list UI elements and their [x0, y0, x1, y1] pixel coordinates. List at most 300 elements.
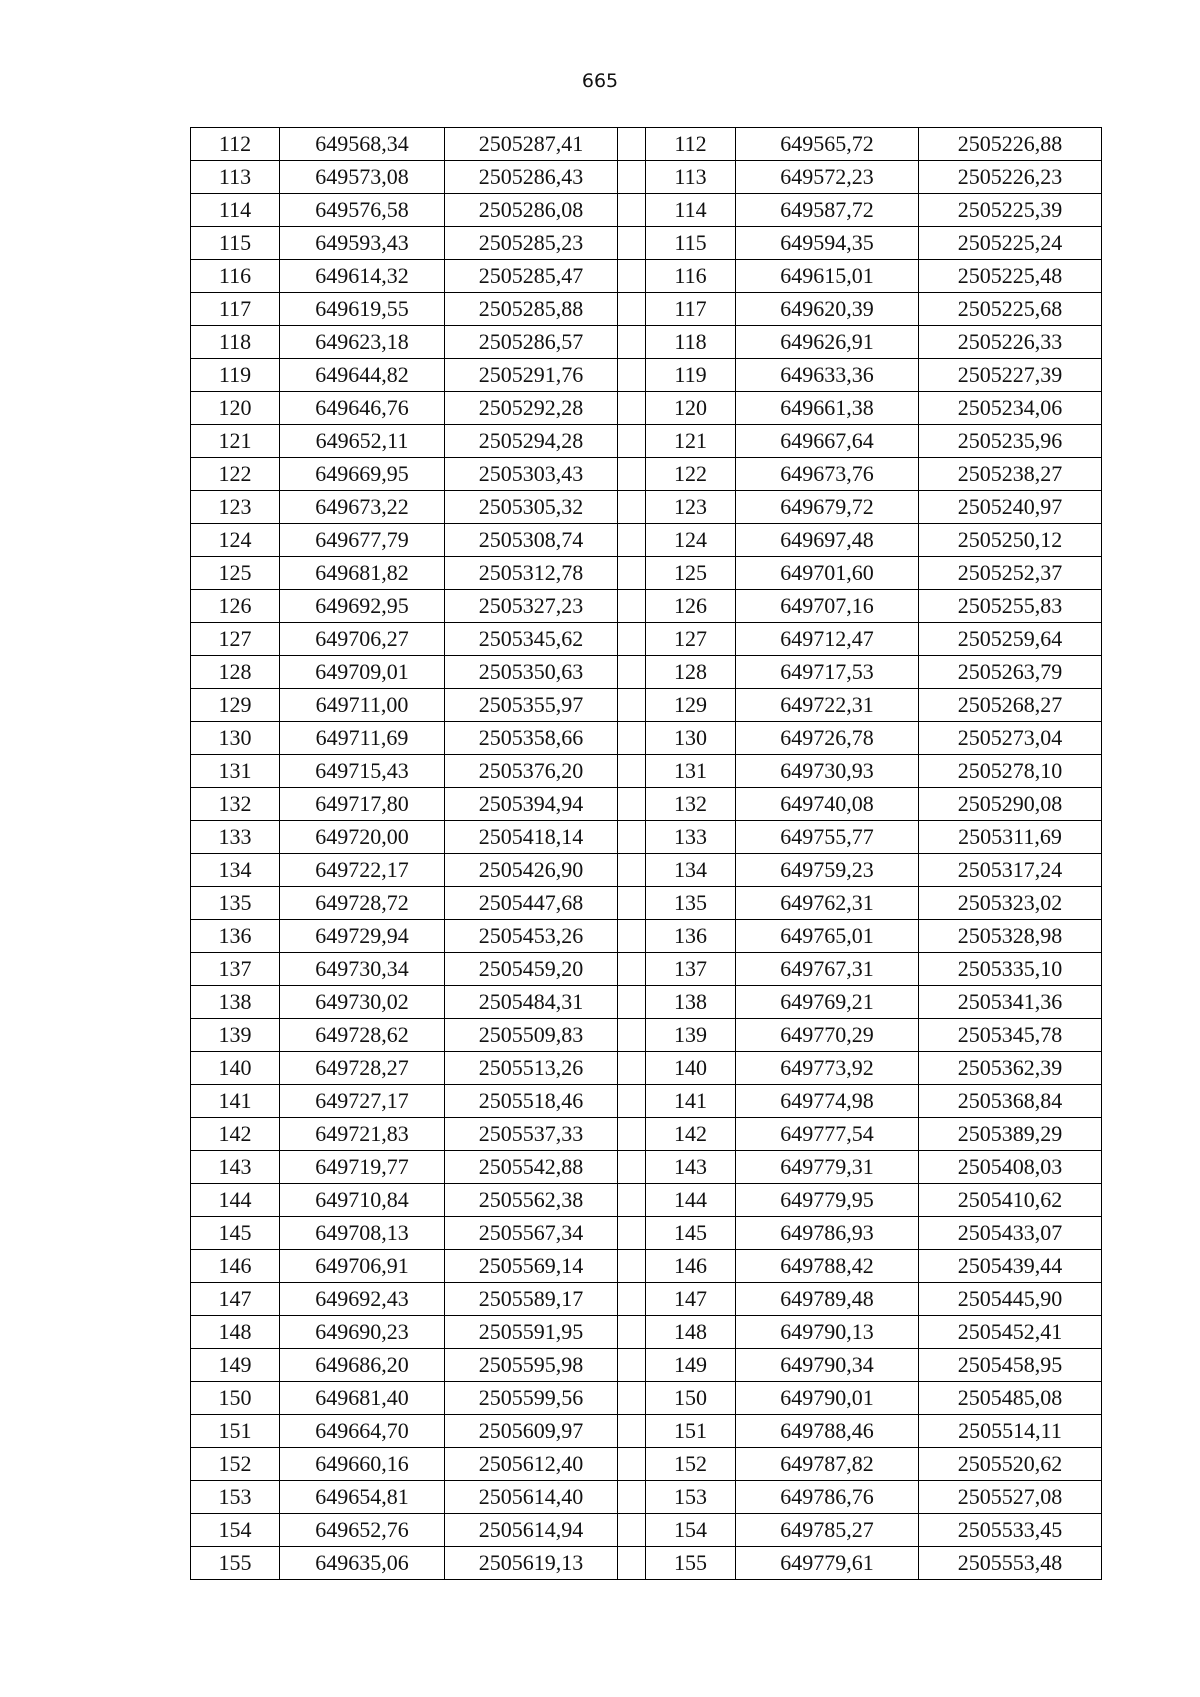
- empty-cell: [618, 524, 646, 557]
- empty-cell: [618, 425, 646, 458]
- x-coordinate-cell: 649711,00: [280, 689, 445, 722]
- point-number-cell: 147: [191, 1283, 280, 1316]
- table-row: [191, 425, 1102, 458]
- y-coordinate-cell: 2505358,66: [445, 722, 618, 755]
- x-coordinate-cell: 649729,94: [280, 920, 445, 953]
- point-number-cell: 127: [191, 623, 280, 656]
- x-coordinate-cell: 649755,77: [736, 821, 919, 854]
- x-coordinate-cell: 649692,43: [280, 1283, 445, 1316]
- table-row: [191, 953, 1102, 986]
- x-coordinate-cell: 649667,64: [736, 425, 919, 458]
- point-number-cell: 125: [646, 557, 736, 590]
- point-number-cell: 133: [646, 821, 736, 854]
- point-number-cell: 128: [646, 656, 736, 689]
- point-number-cell: 145: [191, 1217, 280, 1250]
- table-row: [191, 491, 1102, 524]
- x-coordinate-cell: 649673,76: [736, 458, 919, 491]
- y-coordinate-cell: 2505292,28: [445, 392, 618, 425]
- point-number-cell: 139: [191, 1019, 280, 1052]
- point-number-cell: 139: [646, 1019, 736, 1052]
- empty-cell: [618, 194, 646, 227]
- table-row: [191, 359, 1102, 392]
- y-coordinate-cell: 2505255,83: [919, 590, 1102, 623]
- y-coordinate-cell: 2505323,02: [919, 887, 1102, 920]
- point-number-cell: 116: [191, 260, 280, 293]
- point-number-cell: 122: [191, 458, 280, 491]
- y-coordinate-cell: 2505227,39: [919, 359, 1102, 392]
- empty-cell: [618, 821, 646, 854]
- x-coordinate-cell: 649790,01: [736, 1382, 919, 1415]
- y-coordinate-cell: 2505225,39: [919, 194, 1102, 227]
- y-coordinate-cell: 2505362,39: [919, 1052, 1102, 1085]
- x-coordinate-cell: 649721,83: [280, 1118, 445, 1151]
- point-number-cell: 144: [191, 1184, 280, 1217]
- x-coordinate-cell: 649572,23: [736, 161, 919, 194]
- empty-cell: [618, 1085, 646, 1118]
- point-number-cell: 151: [191, 1415, 280, 1448]
- point-number-cell: 141: [191, 1085, 280, 1118]
- point-number-cell: 132: [191, 788, 280, 821]
- empty-cell: [618, 689, 646, 722]
- point-number-cell: 154: [646, 1514, 736, 1547]
- point-number-cell: 131: [191, 755, 280, 788]
- point-number-cell: 129: [646, 689, 736, 722]
- x-coordinate-cell: 649633,36: [736, 359, 919, 392]
- point-number-cell: 130: [191, 722, 280, 755]
- x-coordinate-cell: 649759,23: [736, 854, 919, 887]
- y-coordinate-cell: 2505226,33: [919, 326, 1102, 359]
- table-row: [191, 1382, 1102, 1415]
- empty-cell: [618, 1316, 646, 1349]
- point-number-cell: 133: [191, 821, 280, 854]
- table-row: [191, 1547, 1102, 1580]
- point-number-cell: 147: [646, 1283, 736, 1316]
- table-row: [191, 1415, 1102, 1448]
- table-row: [191, 1184, 1102, 1217]
- point-number-cell: 116: [646, 260, 736, 293]
- y-coordinate-cell: 2505439,44: [919, 1250, 1102, 1283]
- y-coordinate-cell: 2505410,62: [919, 1184, 1102, 1217]
- y-coordinate-cell: 2505235,96: [919, 425, 1102, 458]
- point-number-cell: 148: [191, 1316, 280, 1349]
- x-coordinate-cell: 649770,29: [736, 1019, 919, 1052]
- empty-cell: [618, 1547, 646, 1580]
- point-number-cell: 155: [646, 1547, 736, 1580]
- empty-cell: [618, 1481, 646, 1514]
- table-row: [191, 194, 1102, 227]
- y-coordinate-cell: 2505453,26: [445, 920, 618, 953]
- empty-cell: [618, 161, 646, 194]
- y-coordinate-cell: 2505240,97: [919, 491, 1102, 524]
- y-coordinate-cell: 2505537,33: [445, 1118, 618, 1151]
- y-coordinate-cell: 2505569,14: [445, 1250, 618, 1283]
- y-coordinate-cell: 2505238,27: [919, 458, 1102, 491]
- empty-cell: [618, 788, 646, 821]
- point-number-cell: 149: [646, 1349, 736, 1382]
- x-coordinate-cell: 649773,92: [736, 1052, 919, 1085]
- y-coordinate-cell: 2505286,08: [445, 194, 618, 227]
- x-coordinate-cell: 649762,31: [736, 887, 919, 920]
- x-coordinate-cell: 649786,76: [736, 1481, 919, 1514]
- y-coordinate-cell: 2505350,63: [445, 656, 618, 689]
- point-number-cell: 114: [191, 194, 280, 227]
- y-coordinate-cell: 2505426,90: [445, 854, 618, 887]
- y-coordinate-cell: 2505445,90: [919, 1283, 1102, 1316]
- coordinates-table: [190, 127, 1102, 1580]
- table-row: [191, 986, 1102, 1019]
- x-coordinate-cell: 649620,39: [736, 293, 919, 326]
- x-coordinate-cell: 649652,76: [280, 1514, 445, 1547]
- table-row: [191, 161, 1102, 194]
- x-coordinate-cell: 649664,70: [280, 1415, 445, 1448]
- x-coordinate-cell: 649652,11: [280, 425, 445, 458]
- point-number-cell: 112: [191, 128, 280, 161]
- point-number-cell: 128: [191, 656, 280, 689]
- table-row: [191, 1118, 1102, 1151]
- x-coordinate-cell: 649681,40: [280, 1382, 445, 1415]
- x-coordinate-cell: 649715,43: [280, 755, 445, 788]
- x-coordinate-cell: 649722,17: [280, 854, 445, 887]
- x-coordinate-cell: 649701,60: [736, 557, 919, 590]
- y-coordinate-cell: 2505263,79: [919, 656, 1102, 689]
- point-number-cell: 119: [646, 359, 736, 392]
- x-coordinate-cell: 649646,76: [280, 392, 445, 425]
- point-number-cell: 136: [646, 920, 736, 953]
- table-row: [191, 227, 1102, 260]
- x-coordinate-cell: 649720,00: [280, 821, 445, 854]
- point-number-cell: 120: [646, 392, 736, 425]
- y-coordinate-cell: 2505394,94: [445, 788, 618, 821]
- x-coordinate-cell: 649654,81: [280, 1481, 445, 1514]
- empty-cell: [618, 1514, 646, 1547]
- y-coordinate-cell: 2505303,43: [445, 458, 618, 491]
- table-row: [191, 1349, 1102, 1382]
- empty-cell: [618, 326, 646, 359]
- y-coordinate-cell: 2505418,14: [445, 821, 618, 854]
- table-row: [191, 623, 1102, 656]
- x-coordinate-cell: 649679,72: [736, 491, 919, 524]
- x-coordinate-cell: 649717,53: [736, 656, 919, 689]
- x-coordinate-cell: 649779,61: [736, 1547, 919, 1580]
- y-coordinate-cell: 2505609,97: [445, 1415, 618, 1448]
- point-number-cell: 132: [646, 788, 736, 821]
- empty-cell: [618, 1184, 646, 1217]
- y-coordinate-cell: 2505285,88: [445, 293, 618, 326]
- x-coordinate-cell: 649717,80: [280, 788, 445, 821]
- y-coordinate-cell: 2505612,40: [445, 1448, 618, 1481]
- x-coordinate-cell: 649623,18: [280, 326, 445, 359]
- table-row: [191, 821, 1102, 854]
- x-coordinate-cell: 649769,21: [736, 986, 919, 1019]
- point-number-cell: 143: [191, 1151, 280, 1184]
- table-row: [191, 1019, 1102, 1052]
- y-coordinate-cell: 2505567,34: [445, 1217, 618, 1250]
- empty-cell: [618, 392, 646, 425]
- point-number-cell: 154: [191, 1514, 280, 1547]
- point-number-cell: 129: [191, 689, 280, 722]
- x-coordinate-cell: 649707,16: [736, 590, 919, 623]
- point-number-cell: 136: [191, 920, 280, 953]
- y-coordinate-cell: 2505278,10: [919, 755, 1102, 788]
- empty-cell: [618, 260, 646, 293]
- y-coordinate-cell: 2505433,07: [919, 1217, 1102, 1250]
- y-coordinate-cell: 2505447,68: [445, 887, 618, 920]
- point-number-cell: 121: [646, 425, 736, 458]
- empty-cell: [618, 590, 646, 623]
- empty-cell: [618, 1349, 646, 1382]
- empty-cell: [618, 755, 646, 788]
- point-number-cell: 143: [646, 1151, 736, 1184]
- x-coordinate-cell: 649615,01: [736, 260, 919, 293]
- table-row: [191, 1151, 1102, 1184]
- x-coordinate-cell: 649788,46: [736, 1415, 919, 1448]
- y-coordinate-cell: 2505562,38: [445, 1184, 618, 1217]
- point-number-cell: 121: [191, 425, 280, 458]
- empty-cell: [618, 128, 646, 161]
- table-row: [191, 293, 1102, 326]
- table-row: [191, 1052, 1102, 1085]
- point-number-cell: 150: [646, 1382, 736, 1415]
- y-coordinate-cell: 2505513,26: [445, 1052, 618, 1085]
- y-coordinate-cell: 2505589,17: [445, 1283, 618, 1316]
- y-coordinate-cell: 2505294,28: [445, 425, 618, 458]
- y-coordinate-cell: 2505341,36: [919, 986, 1102, 1019]
- table-row: [191, 557, 1102, 590]
- y-coordinate-cell: 2505285,23: [445, 227, 618, 260]
- y-coordinate-cell: 2505285,47: [445, 260, 618, 293]
- y-coordinate-cell: 2505311,69: [919, 821, 1102, 854]
- point-number-cell: 135: [646, 887, 736, 920]
- y-coordinate-cell: 2505619,13: [445, 1547, 618, 1580]
- x-coordinate-cell: 649708,13: [280, 1217, 445, 1250]
- y-coordinate-cell: 2505250,12: [919, 524, 1102, 557]
- point-number-cell: 119: [191, 359, 280, 392]
- empty-cell: [618, 557, 646, 590]
- x-coordinate-cell: 649673,22: [280, 491, 445, 524]
- point-number-cell: 130: [646, 722, 736, 755]
- table-row: [191, 689, 1102, 722]
- table-row: [191, 1514, 1102, 1547]
- table-row: [191, 920, 1102, 953]
- x-coordinate-cell: 649712,47: [736, 623, 919, 656]
- empty-cell: [618, 1151, 646, 1184]
- x-coordinate-cell: 649790,34: [736, 1349, 919, 1382]
- empty-cell: [618, 986, 646, 1019]
- y-coordinate-cell: 2505268,27: [919, 689, 1102, 722]
- table-row: [191, 854, 1102, 887]
- y-coordinate-cell: 2505595,98: [445, 1349, 618, 1382]
- point-number-cell: 122: [646, 458, 736, 491]
- y-coordinate-cell: 2505308,74: [445, 524, 618, 557]
- point-number-cell: 124: [191, 524, 280, 557]
- y-coordinate-cell: 2505335,10: [919, 953, 1102, 986]
- x-coordinate-cell: 649644,82: [280, 359, 445, 392]
- y-coordinate-cell: 2505459,20: [445, 953, 618, 986]
- x-coordinate-cell: 649774,98: [736, 1085, 919, 1118]
- point-number-cell: 153: [191, 1481, 280, 1514]
- x-coordinate-cell: 649740,08: [736, 788, 919, 821]
- point-number-cell: 151: [646, 1415, 736, 1448]
- x-coordinate-cell: 649777,54: [736, 1118, 919, 1151]
- y-coordinate-cell: 2505520,62: [919, 1448, 1102, 1481]
- empty-cell: [618, 227, 646, 260]
- point-number-cell: 137: [191, 953, 280, 986]
- x-coordinate-cell: 649677,79: [280, 524, 445, 557]
- point-number-cell: 117: [191, 293, 280, 326]
- y-coordinate-cell: 2505225,24: [919, 227, 1102, 260]
- x-coordinate-cell: 649728,62: [280, 1019, 445, 1052]
- point-number-cell: 134: [191, 854, 280, 887]
- point-number-cell: 138: [646, 986, 736, 1019]
- y-coordinate-cell: 2505345,78: [919, 1019, 1102, 1052]
- table-row: [191, 656, 1102, 689]
- x-coordinate-cell: 649727,17: [280, 1085, 445, 1118]
- x-coordinate-cell: 649710,84: [280, 1184, 445, 1217]
- y-coordinate-cell: 2505286,57: [445, 326, 618, 359]
- y-coordinate-cell: 2505225,48: [919, 260, 1102, 293]
- x-coordinate-cell: 649576,58: [280, 194, 445, 227]
- table-row: [191, 1448, 1102, 1481]
- empty-cell: [618, 1448, 646, 1481]
- table-row: [191, 260, 1102, 293]
- x-coordinate-cell: 649626,91: [736, 326, 919, 359]
- point-number-cell: 152: [646, 1448, 736, 1481]
- x-coordinate-cell: 649728,72: [280, 887, 445, 920]
- point-number-cell: 120: [191, 392, 280, 425]
- x-coordinate-cell: 649728,27: [280, 1052, 445, 1085]
- x-coordinate-cell: 649730,93: [736, 755, 919, 788]
- table-row: [191, 326, 1102, 359]
- point-number-cell: 149: [191, 1349, 280, 1382]
- x-coordinate-cell: 649614,32: [280, 260, 445, 293]
- y-coordinate-cell: 2505286,43: [445, 161, 618, 194]
- point-number-cell: 117: [646, 293, 736, 326]
- y-coordinate-cell: 2505389,29: [919, 1118, 1102, 1151]
- point-number-cell: 113: [191, 161, 280, 194]
- point-number-cell: 115: [646, 227, 736, 260]
- y-coordinate-cell: 2505226,88: [919, 128, 1102, 161]
- x-coordinate-cell: 649706,91: [280, 1250, 445, 1283]
- y-coordinate-cell: 2505484,31: [445, 986, 618, 1019]
- point-number-cell: 150: [191, 1382, 280, 1415]
- x-coordinate-cell: 649790,13: [736, 1316, 919, 1349]
- table-row: [191, 1217, 1102, 1250]
- point-number-cell: 123: [646, 491, 736, 524]
- point-number-cell: 148: [646, 1316, 736, 1349]
- point-number-cell: 124: [646, 524, 736, 557]
- point-number-cell: 140: [191, 1052, 280, 1085]
- point-number-cell: 146: [646, 1250, 736, 1283]
- point-number-cell: 155: [191, 1547, 280, 1580]
- y-coordinate-cell: 2505305,32: [445, 491, 618, 524]
- y-coordinate-cell: 2505259,64: [919, 623, 1102, 656]
- y-coordinate-cell: 2505542,88: [445, 1151, 618, 1184]
- y-coordinate-cell: 2505327,23: [445, 590, 618, 623]
- table-row: [191, 1250, 1102, 1283]
- x-coordinate-cell: 649779,31: [736, 1151, 919, 1184]
- empty-cell: [618, 854, 646, 887]
- x-coordinate-cell: 649690,23: [280, 1316, 445, 1349]
- y-coordinate-cell: 2505509,83: [445, 1019, 618, 1052]
- y-coordinate-cell: 2505287,41: [445, 128, 618, 161]
- x-coordinate-cell: 649587,72: [736, 194, 919, 227]
- x-coordinate-cell: 649565,72: [736, 128, 919, 161]
- empty-cell: [618, 1283, 646, 1316]
- point-number-cell: 141: [646, 1085, 736, 1118]
- y-coordinate-cell: 2505458,95: [919, 1349, 1102, 1382]
- y-coordinate-cell: 2505234,06: [919, 392, 1102, 425]
- point-number-cell: 135: [191, 887, 280, 920]
- x-coordinate-cell: 649722,31: [736, 689, 919, 722]
- y-coordinate-cell: 2505355,97: [445, 689, 618, 722]
- x-coordinate-cell: 649711,69: [280, 722, 445, 755]
- empty-cell: [618, 1052, 646, 1085]
- point-number-cell: 118: [646, 326, 736, 359]
- point-number-cell: 118: [191, 326, 280, 359]
- point-number-cell: 144: [646, 1184, 736, 1217]
- x-coordinate-cell: 649669,95: [280, 458, 445, 491]
- x-coordinate-cell: 649692,95: [280, 590, 445, 623]
- empty-cell: [618, 887, 646, 920]
- y-coordinate-cell: 2505614,94: [445, 1514, 618, 1547]
- empty-cell: [618, 1019, 646, 1052]
- x-coordinate-cell: 649765,01: [736, 920, 919, 953]
- point-number-cell: 140: [646, 1052, 736, 1085]
- x-coordinate-cell: 649719,77: [280, 1151, 445, 1184]
- x-coordinate-cell: 649730,34: [280, 953, 445, 986]
- x-coordinate-cell: 649593,43: [280, 227, 445, 260]
- point-number-cell: 114: [646, 194, 736, 227]
- empty-cell: [618, 491, 646, 524]
- point-number-cell: 115: [191, 227, 280, 260]
- empty-cell: [618, 1250, 646, 1283]
- point-number-cell: 113: [646, 161, 736, 194]
- point-number-cell: 137: [646, 953, 736, 986]
- y-coordinate-cell: 2505252,37: [919, 557, 1102, 590]
- y-coordinate-cell: 2505345,62: [445, 623, 618, 656]
- table-row: [191, 590, 1102, 623]
- y-coordinate-cell: 2505317,24: [919, 854, 1102, 887]
- x-coordinate-cell: 649681,82: [280, 557, 445, 590]
- point-number-cell: 126: [646, 590, 736, 623]
- y-coordinate-cell: 2505553,48: [919, 1547, 1102, 1580]
- point-number-cell: 125: [191, 557, 280, 590]
- x-coordinate-cell: 649697,48: [736, 524, 919, 557]
- point-number-cell: 126: [191, 590, 280, 623]
- point-number-cell: 127: [646, 623, 736, 656]
- empty-cell: [618, 1382, 646, 1415]
- empty-cell: [618, 458, 646, 491]
- y-coordinate-cell: 2505273,04: [919, 722, 1102, 755]
- empty-cell: [618, 953, 646, 986]
- point-number-cell: 123: [191, 491, 280, 524]
- y-coordinate-cell: 2505312,78: [445, 557, 618, 590]
- table-row: [191, 887, 1102, 920]
- table-row: [191, 128, 1102, 161]
- y-coordinate-cell: 2505368,84: [919, 1085, 1102, 1118]
- point-number-cell: 142: [191, 1118, 280, 1151]
- x-coordinate-cell: 649767,31: [736, 953, 919, 986]
- x-coordinate-cell: 649686,20: [280, 1349, 445, 1382]
- table-row: [191, 722, 1102, 755]
- point-number-cell: 142: [646, 1118, 736, 1151]
- table-row: [191, 458, 1102, 491]
- y-coordinate-cell: 2505599,56: [445, 1382, 618, 1415]
- empty-cell: [618, 1217, 646, 1250]
- table-row: [191, 755, 1102, 788]
- point-number-cell: 146: [191, 1250, 280, 1283]
- empty-cell: [618, 722, 646, 755]
